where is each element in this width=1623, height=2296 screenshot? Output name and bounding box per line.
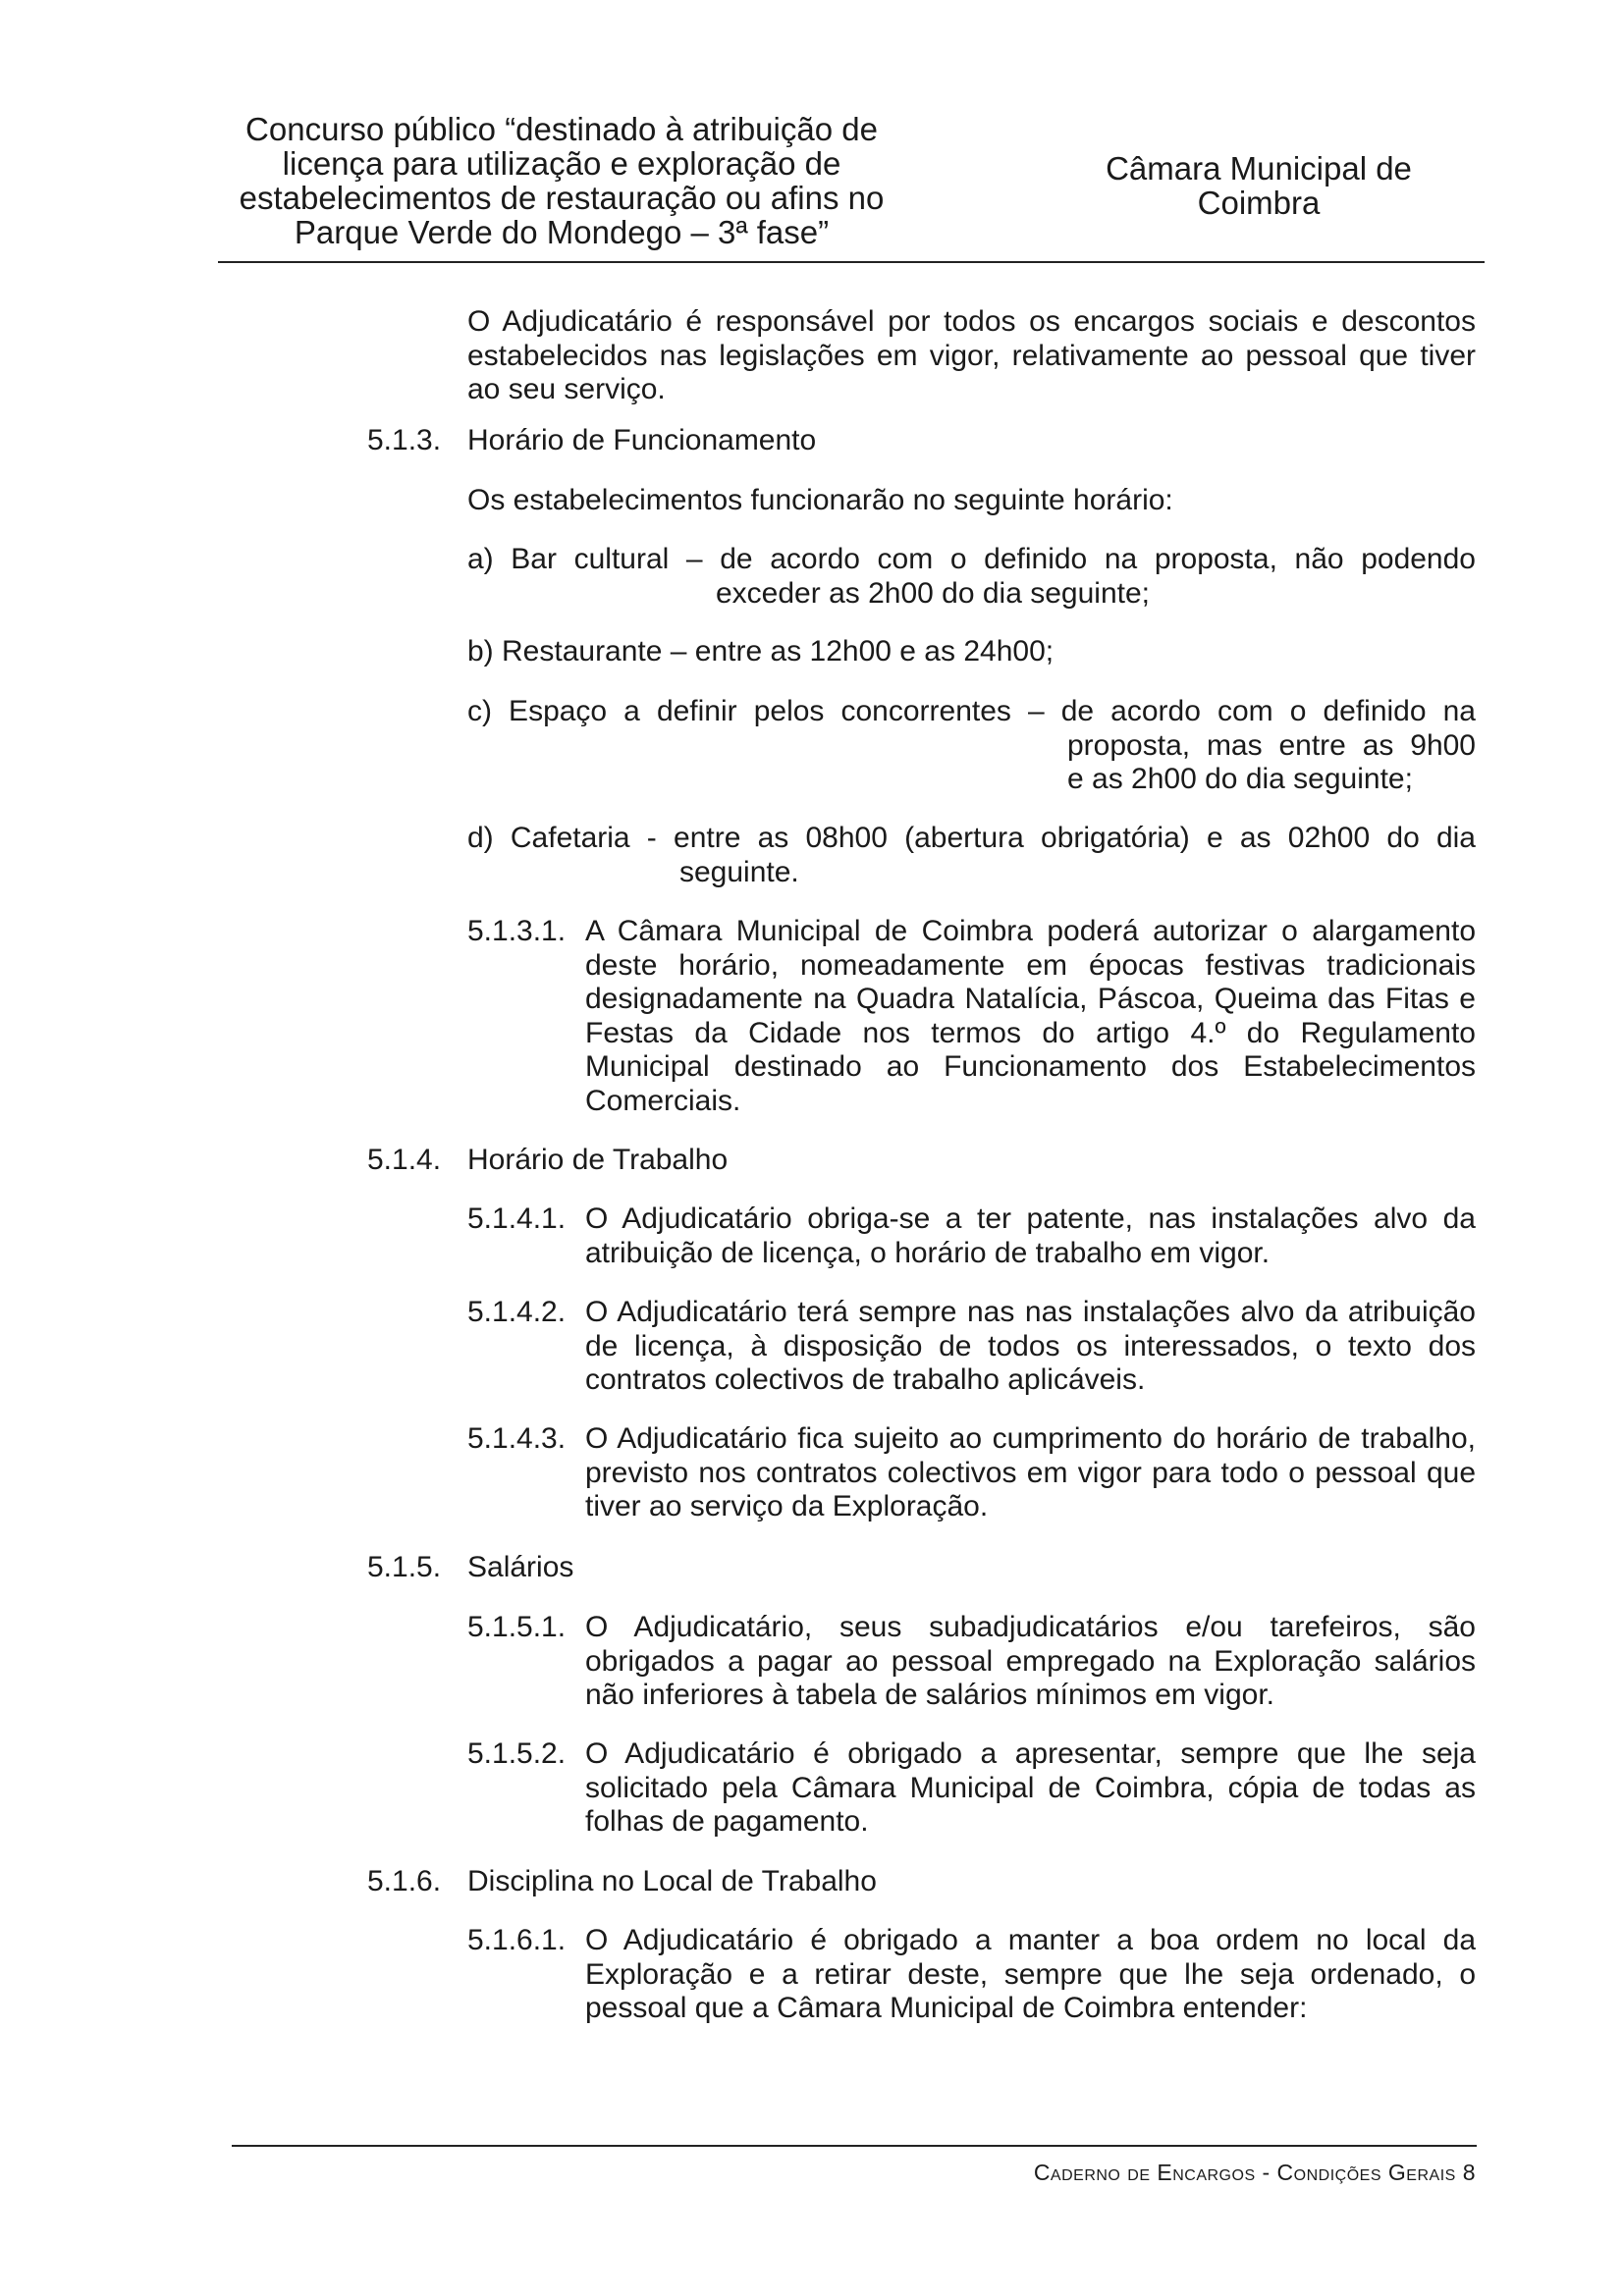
header-left-line: licença para utilização e exploração de <box>282 145 841 182</box>
section-title: Horário de Funcionamento <box>467 424 817 456</box>
subsection-text: O Adjudicatário fica sujeito ao cumprimento do horário de trabalho, previsto nos contratos colectivos em vigor para todo o pessoal que tiver ao serviço da Exploração. <box>585 1422 1476 1522</box>
schedule-lead: Os estabelecimentos funcionarão no seguinte horário: <box>467 484 1173 516</box>
subsection-number: 5.1.4.1. <box>467 1202 567 1235</box>
subsection-number: 5.1.5.2. <box>467 1737 567 1770</box>
header-left-line: estabelecimentos de restauração ou afins no <box>239 180 885 216</box>
section-number: 5.1.4. <box>367 1144 442 1176</box>
subsection-text: O Adjudicatário é obrigado a manter a boa ordem no local da Exploração e a retirar deste, sempre que lhe seja ordenado, o pessoal que a Câmara Municipal de Coimbra entender: <box>585 1924 1476 2024</box>
subsection-number: 5.1.4.3. <box>467 1422 567 1455</box>
subsection-5-1-4-2 <box>467 1296 1476 1398</box>
schedule-item-c <box>467 695 1476 797</box>
header-right-line: Câmara Municipal de <box>1106 150 1412 187</box>
header-contest-title <box>218 112 905 249</box>
subsection-5-1-4-3 <box>467 1422 1476 1524</box>
footer-divider <box>232 2145 1477 2147</box>
subsection-5-1-5-2 <box>467 1737 1476 1840</box>
subsection-text: O Adjudicatário, seus subadjudicatários e/ou tarefeiros, são obrigados a pagar ao pessoal empregado na Exploração salários não inferiores à tabela de salários mínimos em vigor. <box>585 1611 1476 1711</box>
subsection-number: 5.1.3.1. <box>467 915 567 947</box>
header-right-line: Coimbra <box>1197 185 1321 221</box>
subsection-number: 5.1.4.2. <box>467 1296 567 1328</box>
section-heading-5-1-6 <box>367 1865 877 1899</box>
header-left-line: Parque Verde do Mondego – 3ª fase” <box>294 214 830 250</box>
schedule-item-d-line2: seguinte. <box>679 855 799 888</box>
section-title: Horário de Trabalho <box>467 1144 729 1176</box>
section-number: 5.1.3. <box>367 424 442 456</box>
subsection-text: A Câmara Municipal de Coimbra poderá autorizar o alargamento deste horário, nomeadamente em épocas festivas tradicionais designadamente na Quadra Natalícia, Páscoa, Queima das Fitas e Festas da Cidade nos termos do artigo 4.º do Regulamento Municipal destinado ao Funcionamento dos Estabelecimentos Comerciais. <box>585 915 1476 1117</box>
schedule-item-c-line2: proposta, mas entre as 9h00 <box>1067 728 1476 762</box>
schedule-item-d-line1: d) Cafetaria - entre as 08h00 (abertura obrigatória) e as 02h00 do dia <box>467 822 1476 854</box>
section-heading-5-1-4 <box>367 1144 728 1178</box>
intro-paragraph: O Adjudicatário é responsável por todos os encargos sociais e descontos estabelecidos nas legislações em vigor, relativamente ao pessoal que tiver ao seu serviço. <box>467 305 1476 405</box>
schedule-item-a-line1: a) Bar cultural – de acordo com o definido na proposta, não podendo <box>467 543 1476 575</box>
page-number: 8 <box>1462 2160 1476 2185</box>
section-number: 5.1.5. <box>367 1551 442 1583</box>
page-footer <box>1034 2160 1476 2186</box>
schedule-item-a <box>467 543 1476 611</box>
schedule-item-d <box>467 822 1476 889</box>
subsection-text: O Adjudicatário é obrigado a apresentar, sempre que lhe seja solicitado pela Câmara Municipal de Coimbra, cópia de todas as folhas de pagamento. <box>585 1737 1476 1838</box>
schedule-item-b <box>467 635 1476 669</box>
schedule-item-c-line3: e as 2h00 do dia seguinte; <box>1067 763 1413 795</box>
section-number: 5.1.6. <box>367 1865 442 1897</box>
section-title: Disciplina no Local de Trabalho <box>467 1865 877 1897</box>
subsection-5-1-3-1 <box>467 915 1476 1118</box>
section-title: Salários <box>467 1551 574 1583</box>
header-organization <box>1033 151 1485 220</box>
subsection-number: 5.1.6.1. <box>467 1924 567 1956</box>
page-header <box>218 110 1485 263</box>
subsection-5-1-5-1 <box>467 1611 1476 1713</box>
subsection-5-1-4-1 <box>467 1202 1476 1270</box>
schedule-item-c-line1: c) Espaço a definir pelos concorrentes – de acordo com o definido na <box>467 695 1476 727</box>
section-heading-5-1-3 <box>367 424 816 458</box>
schedule-item-a-line2: exceder as 2h00 do dia seguinte; <box>716 576 1150 610</box>
section-heading-5-1-5 <box>367 1551 573 1585</box>
subsection-text: O Adjudicatário obriga-se a ter patente, nas instalações alvo da atribuição de licença, o horário de trabalho em vigor. <box>585 1202 1476 1269</box>
subsection-5-1-6-1 <box>467 1924 1476 2026</box>
subsection-text: O Adjudicatário terá sempre nas nas instalações alvo da atribuição de licença, à disposição de todos os interessados, o texto dos contratos colectivos de trabalho aplicáveis. <box>585 1296 1476 1396</box>
subsection-number: 5.1.5.1. <box>467 1611 567 1643</box>
header-left-line: Concurso público “destinado à atribuição de <box>245 111 878 147</box>
footer-document-title: Caderno de Encargos - Condições Gerais <box>1033 2160 1456 2185</box>
schedule-item-b-text: b) Restaurante – entre as 12h00 e as 24h00; <box>467 635 1055 667</box>
